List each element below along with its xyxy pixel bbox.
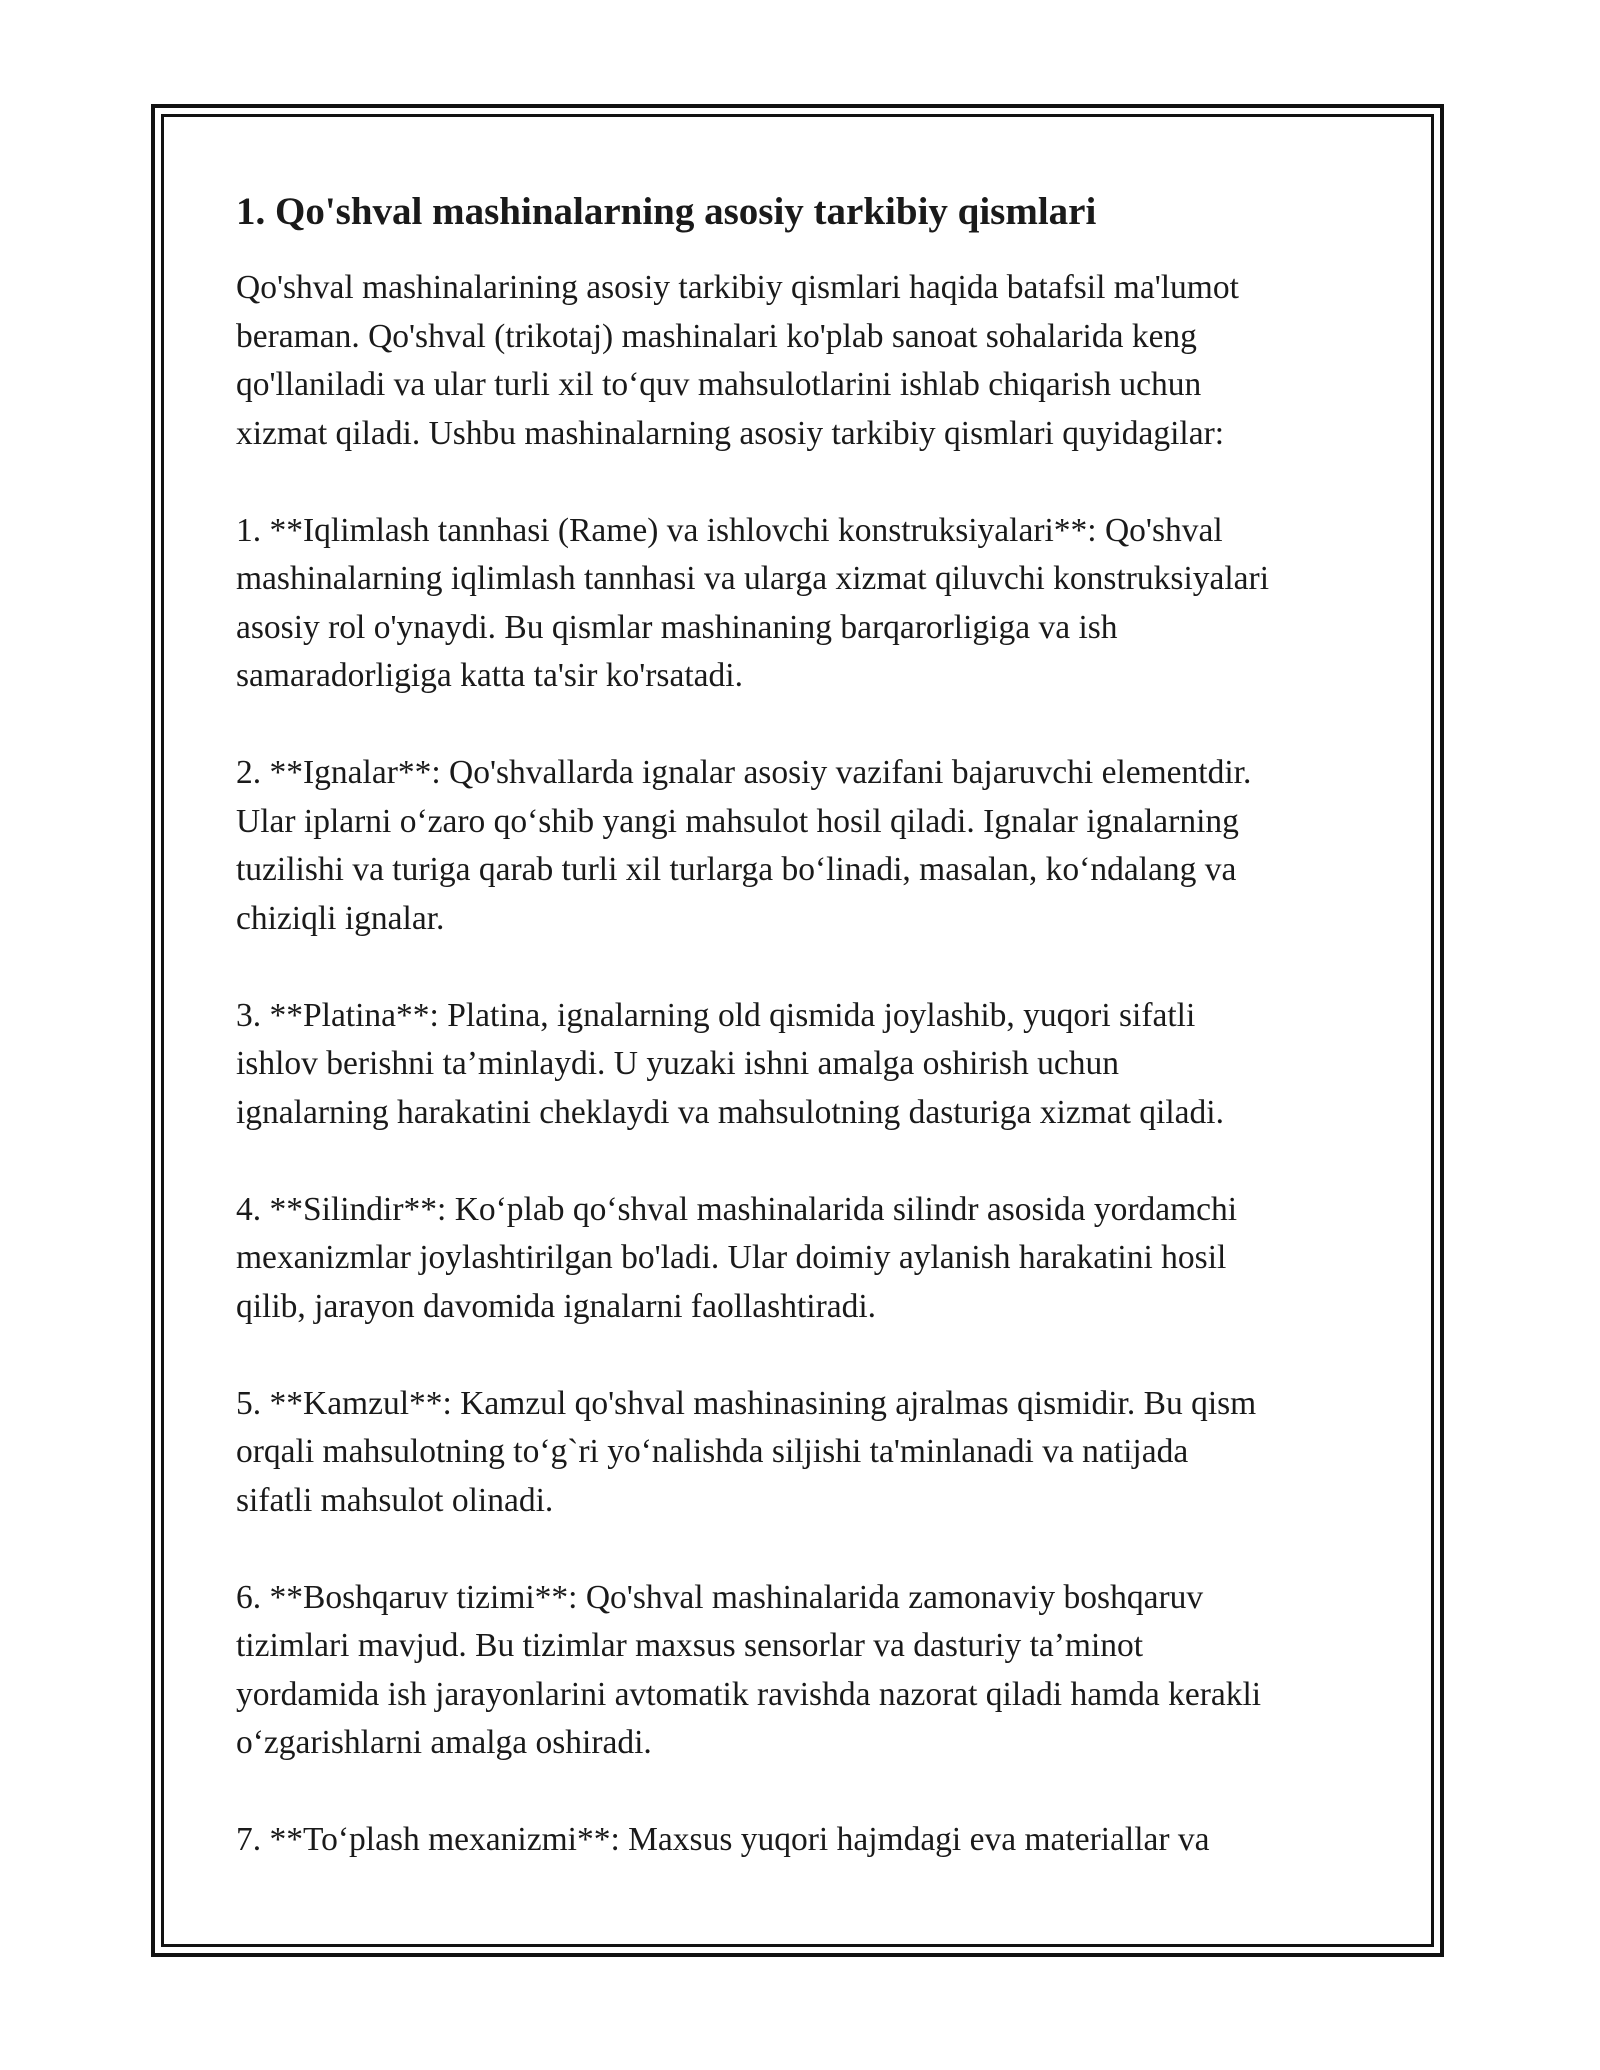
list-item-2: 2. **Ignalar**: Qo'shvallarda ignalar asosiy vazifani bajaruvchi elementdir. Ular iplarni o‘zaro qo‘shib yangi mahsulot hosil qiladi. Ignalar ignalarning tuzilishi va turiga qarab turli xil turlarga bo‘linadi, masalan, ko‘ndalang va chiziqli ignalar. — [236, 754, 1252, 937]
document-title: 1. Qo'shval mashinalarning asosiy tarkibiy qismlari — [236, 190, 1097, 233]
list-item-7: 7. **To‘plash mexanizmi**: Maxsus yuqori hajmdagi eva materiallar va — [236, 1821, 1210, 1858]
list-item-4: 4. **Silindir**: Ko‘plab qo‘shval mashinalarida silindr asosida yordamchi mexanizmlar joylashtirilgan bo'ladi. Ular doimiy aylanish harakatini hosil qilib, jarayon davomida ignalarni faollashtiradi. — [236, 1190, 1238, 1325]
list-item-3: 3. **Platina**: Platina, ignalarning old qismida joylashib, yuqori sifatli ishlov berishni ta’minlaydi. U yuzaki ishni amalga oshirish uchun ignalarning harakatini cheklaydi va mahsulotning dasturiga xizmat qiladi. — [236, 996, 1224, 1131]
document-body — [236, 184, 1376, 1913]
intro-paragraph: Qo'shval mashinalarining asosiy tarkibiy qismlari haqida batafsil ma'lumot beraman. Qo'shval (trikotaj) mashinalari ko'plab sanoat sohalarida keng qo'llaniladi va ular turli xil to‘quv mahsulotlarini ishlab chiqarish uchun xizmat qiladi. Ushbu mashinalarning asosiy tarkibiy qismlari quyidagilar: — [236, 269, 1239, 452]
list-item-5: 5. **Kamzul**: Kamzul qo'shval mashinasining ajralmas qismidir. Bu qism orqali mahsulotning to‘g`ri yo‘nalishda siljishi ta'minlanadi va natijada sifatli mahsulot olinadi. — [236, 1384, 1257, 1519]
list-item-1: 1. **Iqlimlash tannhasi (Rame) va ishlovchi konstruksiyalari**: Qo'shval mashinalarning iqlimlash tannhasi va ularga xizmat qiluvchi konstruksiyalari asosiy rol o'ynaydi. Bu qismlar mashinaning barqarorligiga va ish samaradorligiga katta ta'sir ko'rsatadi. — [236, 511, 1270, 694]
list-item-6: 6. **Boshqaruv tizimi**: Qo'shval mashinalarida zamonaviy boshqaruv tizimlari mavjud. Bu tizimlar maxsus sensorlar va dasturiy ta’minot yordamida ish jarayonlarini avtomatik ravishda nazorat qiladi hamda kerakli o‘zgarishlarni amalga oshiradi. — [236, 1578, 1262, 1761]
